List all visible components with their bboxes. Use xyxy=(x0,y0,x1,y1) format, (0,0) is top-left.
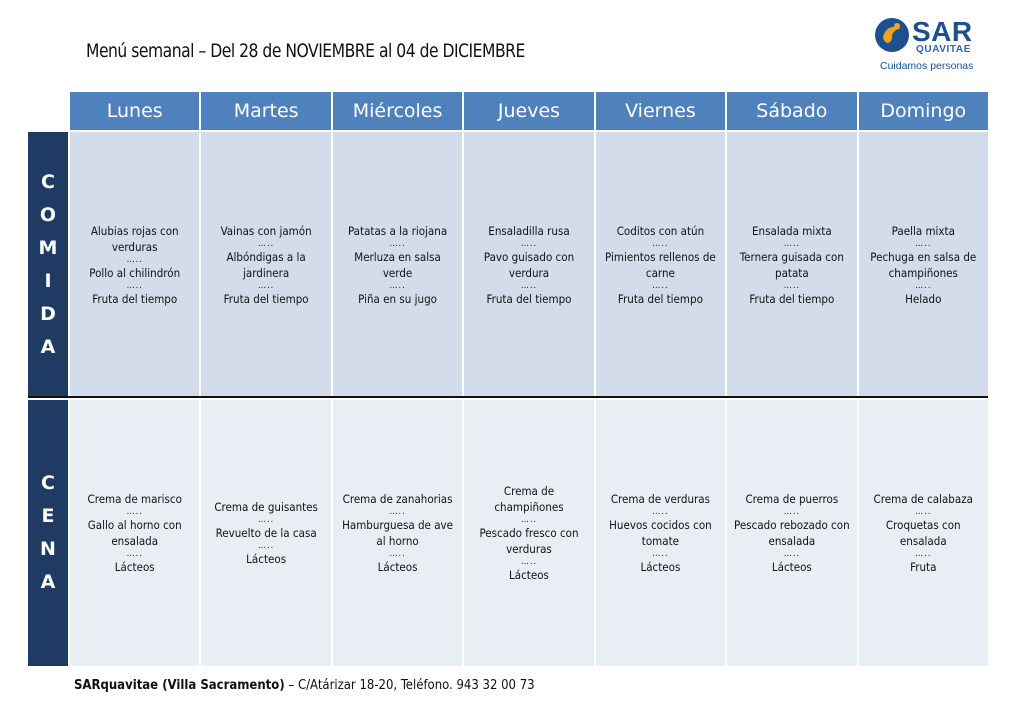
row-label-letter: C xyxy=(41,472,55,494)
dish-text: Lácteos xyxy=(771,560,812,574)
day-header-1: Martes xyxy=(201,92,330,130)
dish-separator: ….. xyxy=(389,507,406,517)
dish-text: Crema de zanahorias xyxy=(342,492,453,506)
row-label-letter: I xyxy=(44,270,52,292)
dinner-cell-5 xyxy=(727,400,856,666)
day-header-0: Lunes xyxy=(70,92,199,130)
dish-text: Paella mixta xyxy=(891,224,955,238)
dish-separator: ….. xyxy=(652,281,669,291)
dish-text: Crema de calabaza xyxy=(873,492,973,506)
page-title: Menú semanal – Del 28 de NOVIEMBRE al 04 de DICIEMBRE xyxy=(86,40,525,62)
dish-text: Croquetas con ensalada xyxy=(885,518,961,548)
dinner-row-label xyxy=(28,400,68,666)
dish-separator: ….. xyxy=(915,549,932,559)
dish-text: Vainas con jamón xyxy=(220,224,312,238)
dish-separator: ….. xyxy=(126,507,143,517)
dish-text: Lácteos xyxy=(509,568,549,582)
dish-separator: ….. xyxy=(520,515,538,525)
dinner-cell-3 xyxy=(464,400,593,666)
row-label-letter: C xyxy=(41,171,55,193)
dish-text: Helado xyxy=(905,292,942,306)
dish-text: Pimientos rellenos de carne xyxy=(605,250,716,280)
dish-separator: ….. xyxy=(520,239,538,249)
dish-text: Pavo guisado con verdura xyxy=(483,250,575,280)
dish-separator: ….. xyxy=(389,239,406,249)
lunch-row-label xyxy=(28,132,68,398)
dish-separator: ….. xyxy=(783,239,800,249)
dish-separator: ….. xyxy=(389,281,406,291)
dish-text: Lácteos xyxy=(377,560,418,574)
row-label-letter: M xyxy=(38,237,58,259)
dish-text: Crema de marisco xyxy=(87,492,182,506)
row-label-letter: A xyxy=(40,336,56,358)
dish-separator: ….. xyxy=(258,541,275,551)
dish-text: Alubias rojas con verduras xyxy=(90,224,179,254)
dish-separator: ….. xyxy=(258,239,275,249)
dish-separator: ….. xyxy=(915,239,932,249)
dish-text: Merluza en salsa verde xyxy=(354,250,441,280)
lunch-cell-1 xyxy=(201,132,330,398)
lunch-cell-4 xyxy=(596,132,725,398)
meal-divider xyxy=(28,396,988,398)
dish-separator: ….. xyxy=(783,507,800,517)
dish-text: Fruta del tiempo xyxy=(486,292,572,306)
dish-separator: ….. xyxy=(652,239,669,249)
dish-text: Crema de puerros xyxy=(745,492,839,506)
dish-text: Crema de verduras xyxy=(610,492,710,506)
dish-text: Coditos con atún xyxy=(616,224,705,238)
dish-separator: ….. xyxy=(915,281,932,291)
dish-text: Lácteos xyxy=(246,552,287,566)
dish-text: Hamburguesa de ave al horno xyxy=(342,518,454,548)
dish-separator: ….. xyxy=(783,549,800,559)
dish-separator: ….. xyxy=(652,549,669,559)
dish-text: Crema de champiñones xyxy=(494,484,564,514)
lunch-cell-3 xyxy=(464,132,593,398)
dish-separator: ….. xyxy=(520,281,538,291)
lunch-cell-2 xyxy=(333,132,462,398)
dish-text: Revuelto de la casa xyxy=(215,526,317,540)
dish-separator: ….. xyxy=(915,507,932,517)
dish-text: Fruta del tiempo xyxy=(223,292,309,306)
logo-brand-text: SAR xyxy=(912,16,973,47)
row-label-letter: A xyxy=(40,571,56,593)
table-corner xyxy=(28,92,68,130)
dish-text: Gallo al horno con ensalada xyxy=(87,518,182,548)
dish-text: Lácteos xyxy=(114,560,155,574)
day-header-5: Sábado xyxy=(727,92,856,130)
dish-separator: ….. xyxy=(652,507,669,517)
dish-text: Ternera guisada con patata xyxy=(739,250,844,280)
lunch-cell-0 xyxy=(70,132,199,398)
logo-tagline: Cuidamos personas xyxy=(880,60,974,72)
dish-text: Piña en su jugo xyxy=(358,292,437,306)
dish-separator: ….. xyxy=(258,515,275,525)
dish-text: Ensaladilla rusa xyxy=(488,224,570,238)
dish-separator: ….. xyxy=(126,281,143,291)
dish-text: Crema de guisantes xyxy=(214,500,318,514)
row-label-letter: N xyxy=(40,538,56,560)
dish-text: Pollo al chilindrón xyxy=(89,266,181,280)
footer-details: – C/Atárizar 18-20, Teléfono. 943 32 00 73 xyxy=(284,678,535,693)
dish-text: Lácteos xyxy=(640,560,681,574)
dish-separator: ….. xyxy=(783,281,800,291)
dinner-cell-1 xyxy=(201,400,330,666)
brand-logo xyxy=(872,14,992,76)
dish-separator: ….. xyxy=(520,557,538,567)
dish-text: Fruta del tiempo xyxy=(617,292,703,306)
dinner-cell-6 xyxy=(859,400,988,666)
dish-text: Pescado rebozado con ensalada xyxy=(734,518,850,548)
day-header-3: Jueves xyxy=(464,92,593,130)
day-header-4: Viernes xyxy=(596,92,725,130)
footer-name: SARquavitae (Villa Sacramento) xyxy=(74,678,285,693)
weekly-menu-table xyxy=(28,92,988,666)
dinner-cell-4 xyxy=(596,400,725,666)
dish-text: Fruta del tiempo xyxy=(92,292,178,306)
dish-text: Patatas a la riojana xyxy=(347,224,448,238)
dish-text: Fruta del tiempo xyxy=(749,292,835,306)
dish-separator: ….. xyxy=(126,549,143,559)
dish-text: Fruta xyxy=(910,560,937,574)
dish-separator: ….. xyxy=(389,549,406,559)
dish-text: Huevos cocidos con tomate xyxy=(609,518,712,548)
dish-text: Albóndigas a la jardinera xyxy=(226,250,306,280)
dinner-cell-2 xyxy=(333,400,462,666)
footer xyxy=(74,678,535,693)
dish-text: Pechuga en salsa de champiñones xyxy=(870,250,977,280)
dinner-cell-0 xyxy=(70,400,199,666)
row-label-letter: E xyxy=(41,505,55,527)
dish-text: Ensalada mixta xyxy=(752,224,832,238)
logo-sub-text: QUAVITAE xyxy=(916,44,971,55)
day-header-2: Miércoles xyxy=(333,92,462,130)
dish-separator: ….. xyxy=(258,281,275,291)
dish-text: Pescado fresco con verduras xyxy=(479,526,579,556)
lunch-cell-5 xyxy=(727,132,856,398)
day-header-6: Domingo xyxy=(859,92,988,130)
dish-separator: ….. xyxy=(126,255,143,265)
logo-figure-icon xyxy=(874,16,910,54)
lunch-cell-6 xyxy=(859,132,988,398)
row-label-letter: D xyxy=(40,303,56,325)
row-label-letter: O xyxy=(39,204,57,226)
